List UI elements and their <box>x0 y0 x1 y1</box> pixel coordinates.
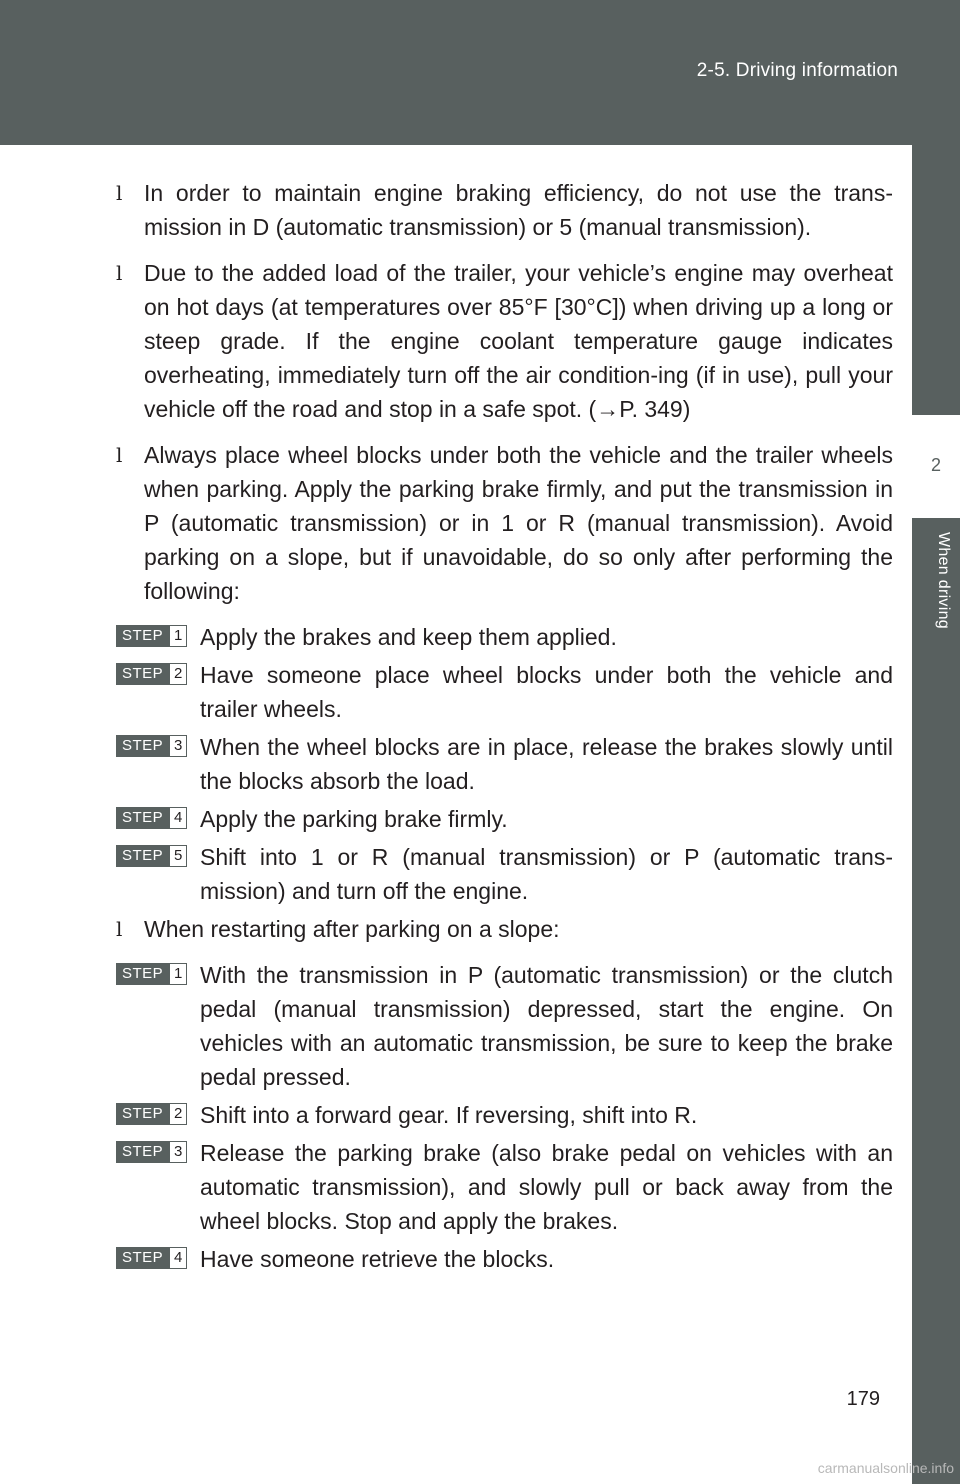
chapter-label: When driving <box>935 532 952 629</box>
bullet-text: Always place wheel blocks under both the vehicle and the trailer wheels when parking. Apply the parking brake firmly, and put the transmission in P (automatic transmission) or in 1 or R (manual transmission). Avoid parking on a slope, but if unavoidable, do so only after performing the following: <box>144 442 893 604</box>
step-text: Have someone place wheel blocks under both the vehicle and trailer wheels. <box>200 662 893 722</box>
bullet-item <box>113 912 893 946</box>
step-text: Apply the brakes and keep them applied. <box>200 624 617 650</box>
step-badge: STEP 2 <box>116 663 187 685</box>
bullet-text: Due to the added load of the trailer, your vehicle’s engine may overheat on hot days (at temperatures over 85°F [30°C]) when driving up a long or steep grade. If the engine coolant temperature gauge indicates overheating, immediately turn off the air condition-ing (if in use), pull your vehicle off the road and stop in a safe spot. (→P. 349) <box>144 260 893 422</box>
step-badge: STEP 3 <box>116 1141 187 1163</box>
bullet-item <box>113 438 893 608</box>
bullet-marker: l <box>116 443 123 467</box>
step-item <box>113 958 893 1094</box>
step-item <box>113 802 893 836</box>
page-number: 179 <box>846 1388 880 1410</box>
step-text: Apply the parking brake firmly. <box>200 806 508 832</box>
watermark: carmanualsonline.info <box>817 1460 954 1476</box>
step-item <box>113 620 893 654</box>
step-badge: STEP 2 <box>116 1103 187 1125</box>
bullet-text: When restarting after parking on a slope: <box>144 916 560 942</box>
step-text: Release the parking brake (also brake pedal on vehicles with an automatic transmission), and slowly pull or back away from the wheel blocks. Stop and apply the brakes. <box>200 1140 893 1234</box>
step-badge: STEP 1 <box>116 963 187 985</box>
step-item <box>113 1098 893 1132</box>
step-item <box>113 730 893 798</box>
step-text: Shift into 1 or R (manual transmission) or P (automatic trans-mission) and turn off the engine. <box>200 844 893 904</box>
step-text: When the wheel blocks are in place, release the brakes slowly until the blocks absorb the load. <box>200 734 893 794</box>
bullet-marker: l <box>116 261 123 285</box>
page-content <box>113 176 893 1280</box>
bullet-item <box>113 176 893 244</box>
step-text: Have someone retrieve the blocks. <box>200 1246 555 1272</box>
bullet-marker: l <box>116 181 123 205</box>
step-item <box>113 840 893 908</box>
step-badge: STEP 5 <box>116 845 187 867</box>
section-title: 2-5. Driving information <box>696 60 898 81</box>
bullet-item <box>113 256 893 426</box>
step-text: Shift into a forward gear. If reversing, shift into R. <box>200 1102 698 1128</box>
side-tab <box>912 145 960 1484</box>
bullet-marker: l <box>116 917 123 941</box>
step-item <box>113 1242 893 1276</box>
step-item <box>113 658 893 726</box>
step-item <box>113 1136 893 1238</box>
step-badge: STEP 1 <box>116 625 187 647</box>
bullet-text: In order to maintain engine braking efficiency, do not use the trans-mission in D (automatic transmission) or 5 (manual transmission). <box>144 180 893 240</box>
step-text: With the transmission in P (automatic transmission) or the clutch pedal (manual transmission) depressed, start the engine. On vehicles with an automatic transmission, be sure to keep the brake pedal pressed. <box>200 962 893 1090</box>
step-badge: STEP 4 <box>116 1247 187 1269</box>
step-badge: STEP 3 <box>116 735 187 757</box>
chapter-number: 2 <box>930 455 941 475</box>
step-badge: STEP 4 <box>116 807 187 829</box>
